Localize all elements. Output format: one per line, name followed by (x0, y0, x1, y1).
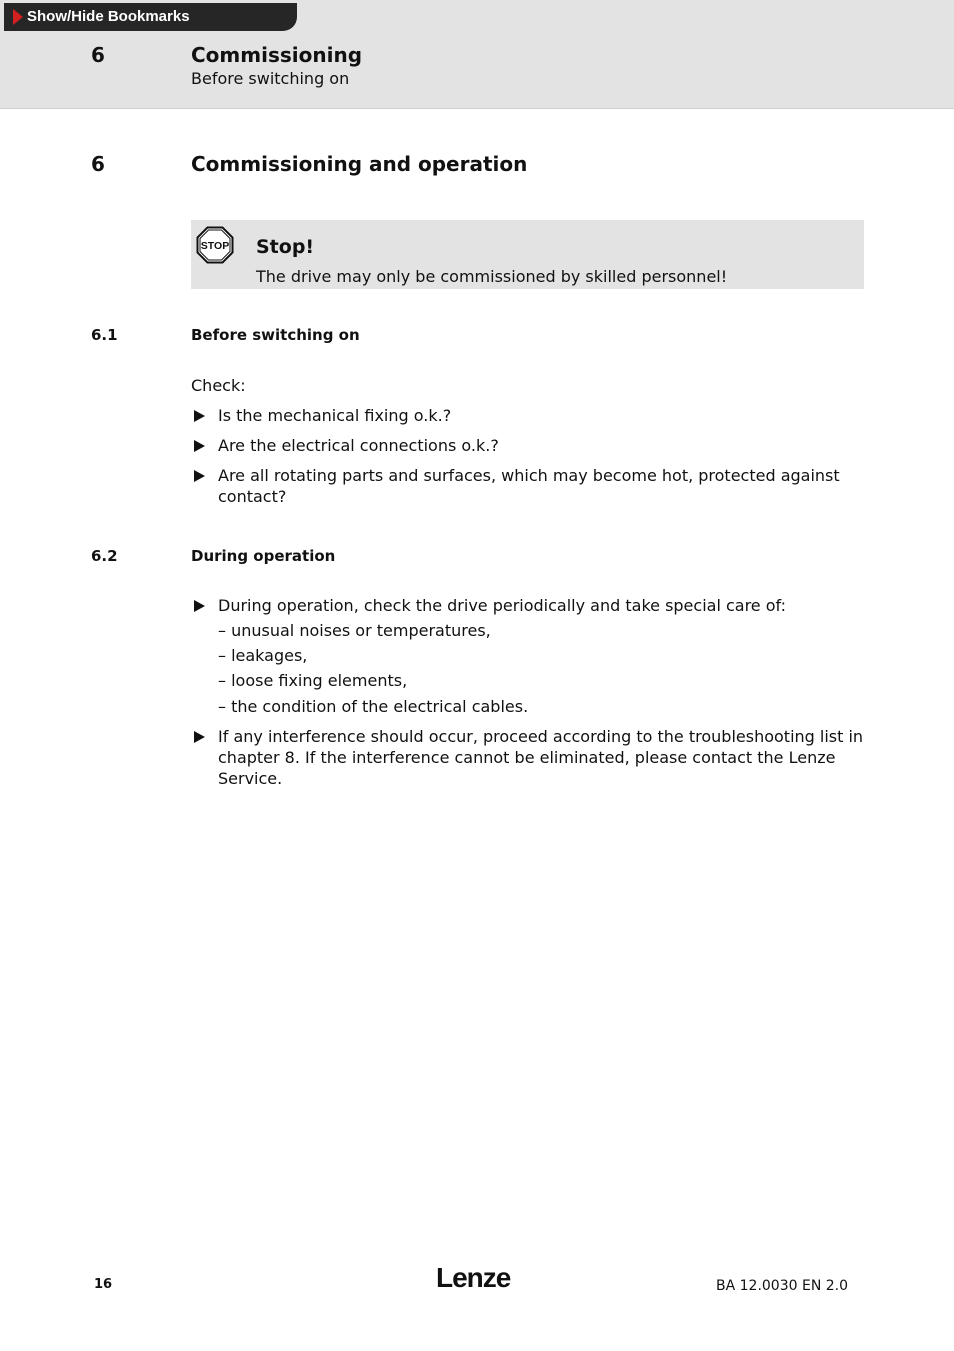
section-title: Before switching on (191, 326, 360, 344)
list-item-text: During operation, check the drive periodically and take special care of: (218, 596, 786, 615)
bullet-arrow-icon (194, 731, 205, 743)
list-item-text: Are the electrical connections o.k.? (218, 436, 499, 455)
bullet-arrow-icon (194, 600, 205, 612)
stop-notice (191, 220, 864, 289)
sub-list-item: – unusual noises or temperatures, (218, 621, 491, 640)
sub-list-item: – loose fixing elements, (218, 671, 408, 690)
check-intro: Check: (191, 376, 246, 395)
stop-text: The drive may only be commissioned by skilled personnel! (256, 267, 728, 286)
header-chapter-title: Commissioning (191, 43, 363, 67)
list-item-text: Are all rotating parts and surfaces, which may become hot, protected against contact? (218, 466, 840, 506)
header-chapter-number: 6 (91, 43, 105, 67)
section-number: 6.1 (91, 326, 118, 344)
chapter-number: 6 (91, 152, 105, 176)
bullet-arrow-icon (194, 410, 205, 422)
sub-list-item: – the condition of the electrical cables. (218, 697, 529, 716)
bullet-arrow-icon (194, 470, 205, 482)
list-item-text: Is the mechanical fixing o.k.? (218, 406, 452, 425)
stop-title: Stop! (256, 236, 315, 258)
section-title: During operation (191, 547, 336, 565)
triangle-right-icon (13, 9, 23, 25)
bookmark-tab-label: Show/Hide Bookmarks (27, 8, 190, 25)
running-header (0, 0, 954, 109)
stop-sign-icon (196, 226, 234, 264)
header-section-subtitle: Before switching on (191, 69, 350, 88)
bullet-arrow-icon (194, 440, 205, 452)
chapter-title: Commissioning and operation (191, 152, 528, 176)
lenze-logo: Lenze (436, 1262, 511, 1293)
page-number: 16 (94, 1277, 113, 1292)
document-id: BA 12.0030 EN 2.0 (716, 1278, 849, 1294)
show-hide-bookmarks-button[interactable] (4, 3, 297, 31)
list-item-text: If any interference should occur, proceed according to the troubleshooting list in chapter 8. If the interference cannot be eliminated, please contact the Lenze Service. (218, 727, 864, 788)
sub-list-item: – leakages, (218, 646, 308, 665)
stop-icon-text: STOP (200, 240, 230, 252)
section-number: 6.2 (91, 547, 118, 565)
